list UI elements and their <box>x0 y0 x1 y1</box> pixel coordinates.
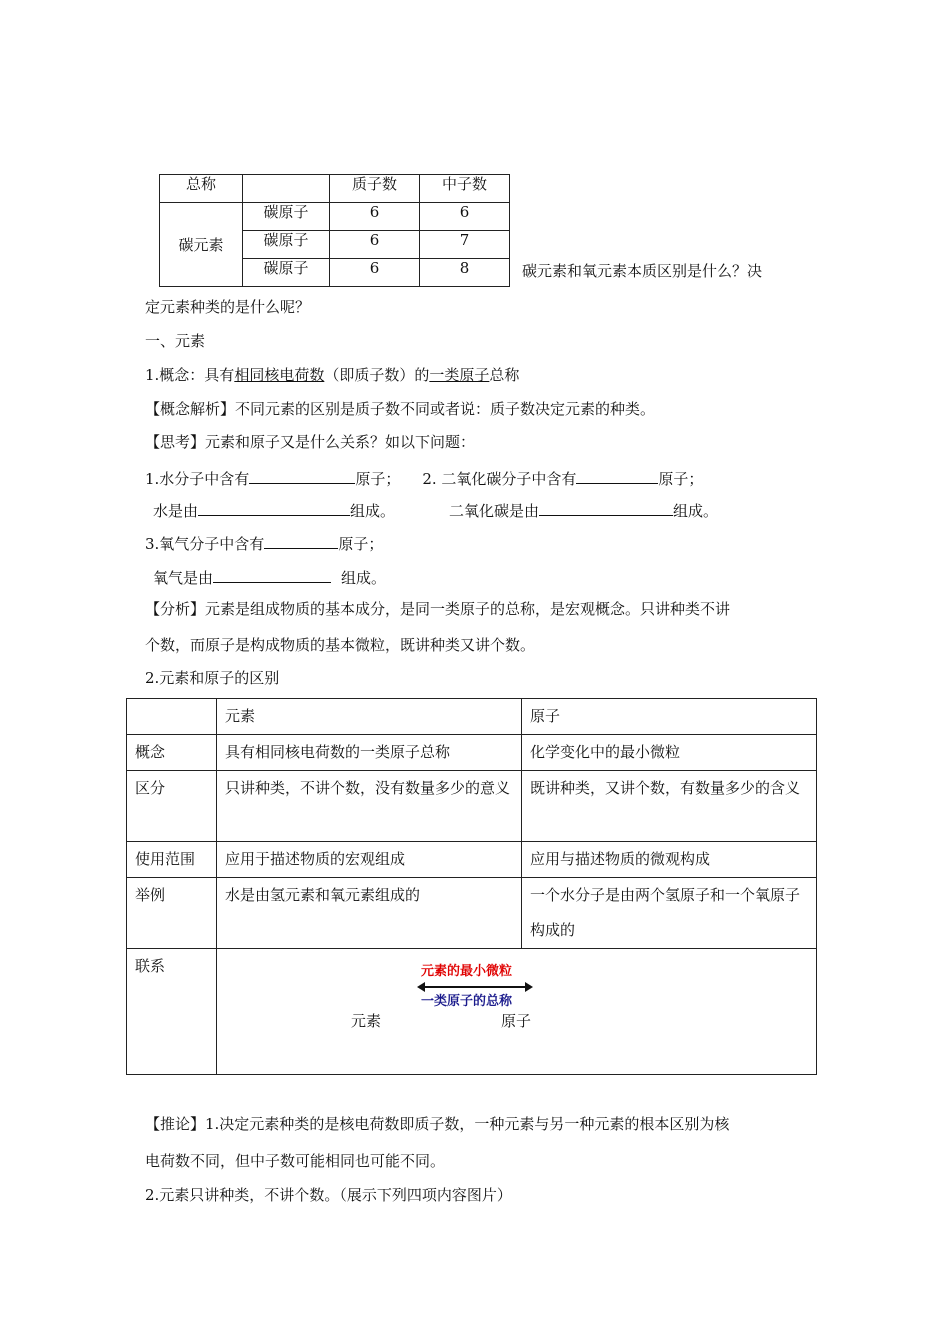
table-cell: 6 <box>420 203 510 231</box>
fenxi-line-1: 【分析】元素是组成物质的基本成分，是同一类原子的总称，是宏观概念。只讲种类不讲 <box>145 600 731 618</box>
question-2-line <box>153 498 718 521</box>
last-line: 2.元素只讲种类，不讲个数。（展示下列四项内容图片） <box>145 1186 512 1204</box>
diagram-bottom-label: 一类原子的总称 <box>421 994 513 1009</box>
question-part1: 碳元素和氧元素本质区别是什么？决 <box>522 262 763 280</box>
concept-underline-1: 相同核电荷数 <box>234 366 325 384</box>
fenxi-line-2: 个数，而原子是构成物质的基本微粒，既讲种类又讲个数。 <box>145 636 536 654</box>
section-title: 一、元素 <box>145 332 206 350</box>
question-1-line <box>145 466 703 489</box>
table-cell: 8 <box>420 259 510 287</box>
link-diagram-cell <box>217 949 817 1075</box>
table-cell: 6 <box>330 231 420 259</box>
think-line: 【思考】元素和原子又是什么关系？如以下问题： <box>145 433 476 451</box>
table-cell: 碳原子 <box>243 259 330 287</box>
question-3-line <box>145 531 383 554</box>
element-cell: 只讲种类，不讲个数，没有数量多少的意义 <box>217 771 522 842</box>
header-cell: 元素 <box>217 699 522 735</box>
header-cell: 质子数 <box>330 175 420 203</box>
answer-blank[interactable] <box>213 565 331 583</box>
relationship-diagram <box>217 949 816 1074</box>
element-cell: 水是由氢元素和氧元素组成的 <box>217 878 522 949</box>
q1-text-c: 2. 二氧化碳分子中含有 <box>422 470 577 488</box>
header-cell <box>243 175 330 203</box>
q2-text-c: 二氧化碳是由 <box>449 502 540 520</box>
header-cell: 原子 <box>522 699 817 735</box>
table-cell: 6 <box>330 203 420 231</box>
question-4-line <box>153 565 386 588</box>
concept-prefix: 1.概念：具有 <box>145 366 235 384</box>
atom-cell: 化学变化中的最小微粒 <box>522 735 817 771</box>
header-cell: 总称 <box>160 175 243 203</box>
header-cell: 中子数 <box>420 175 510 203</box>
atom-cell: 既讲种类，又讲个数，有数量多少的含义 <box>522 771 817 842</box>
answer-blank[interactable] <box>249 466 355 484</box>
row-label: 使用范围 <box>127 842 217 878</box>
answer-blank[interactable] <box>198 498 350 516</box>
question-part2: 定元素种类的是什么呢？ <box>145 298 311 316</box>
q4-text-b: 组成。 <box>341 569 387 587</box>
q4-text-a: 氧气是由 <box>153 569 214 587</box>
concept-suffix: 总称 <box>489 366 520 384</box>
isotope-table <box>159 174 510 287</box>
diagram-left-node: 元素 <box>351 1012 382 1030</box>
q1-text-b: 原子； <box>355 470 401 488</box>
q2-text-d: 组成。 <box>673 502 719 520</box>
row-label: 区分 <box>127 771 217 842</box>
table-cell: 6 <box>330 259 420 287</box>
concept-line <box>145 365 519 385</box>
row-label: 概念 <box>127 735 217 771</box>
diagram-right-node: 原子 <box>501 1012 532 1030</box>
atom-cell: 应用与描述物质的微观构成 <box>522 842 817 878</box>
table-cell: 7 <box>420 231 510 259</box>
answer-blank[interactable] <box>264 531 338 549</box>
row-label: 联系 <box>127 949 217 1075</box>
element-cell: 应用于描述物质的宏观组成 <box>217 842 522 878</box>
element-cell: 具有相同核电荷数的一类原子总称 <box>217 735 522 771</box>
tuilun-line-2: 电荷数不同，但中子数可能相同也可能不同。 <box>145 1152 446 1170</box>
header-cell <box>127 699 217 735</box>
q3-text-a: 3.氧气分子中含有 <box>145 535 265 553</box>
q1-text-a: 1.水分子中含有 <box>145 470 250 488</box>
compare-table <box>126 698 817 1075</box>
atom-cell: 一个水分子是由两个氢原子和一个氧原子构成的 <box>522 878 817 949</box>
concept-mid: （即质子数）的 <box>324 366 430 384</box>
q3-text-b: 原子； <box>338 535 384 553</box>
table-cell: 碳原子 <box>243 203 330 231</box>
answer-blank[interactable] <box>539 498 673 516</box>
tuilun-line-1: 【推论】1.决定元素种类的是核电荷数即质子数，一种元素与另一种元素的根本区别为核 <box>145 1115 730 1133</box>
row-label: 举例 <box>127 878 217 949</box>
answer-blank[interactable] <box>576 466 658 484</box>
diagram-top-label: 元素的最小微粒 <box>421 964 513 979</box>
concept-underline-2: 一类原子 <box>429 366 490 384</box>
q2-text-a: 水是由 <box>153 502 199 520</box>
section2-title: 2.元素和原子的区别 <box>145 669 280 687</box>
q2-text-b: 组成。 <box>350 502 396 520</box>
table-cell: 碳原子 <box>243 231 330 259</box>
q1-text-d: 原子； <box>658 470 704 488</box>
analysis-line: 【概念解析】不同元素的区别是质子数不同或者说：质子数决定元素的种类。 <box>145 400 656 418</box>
group-cell: 碳元素 <box>160 203 243 287</box>
